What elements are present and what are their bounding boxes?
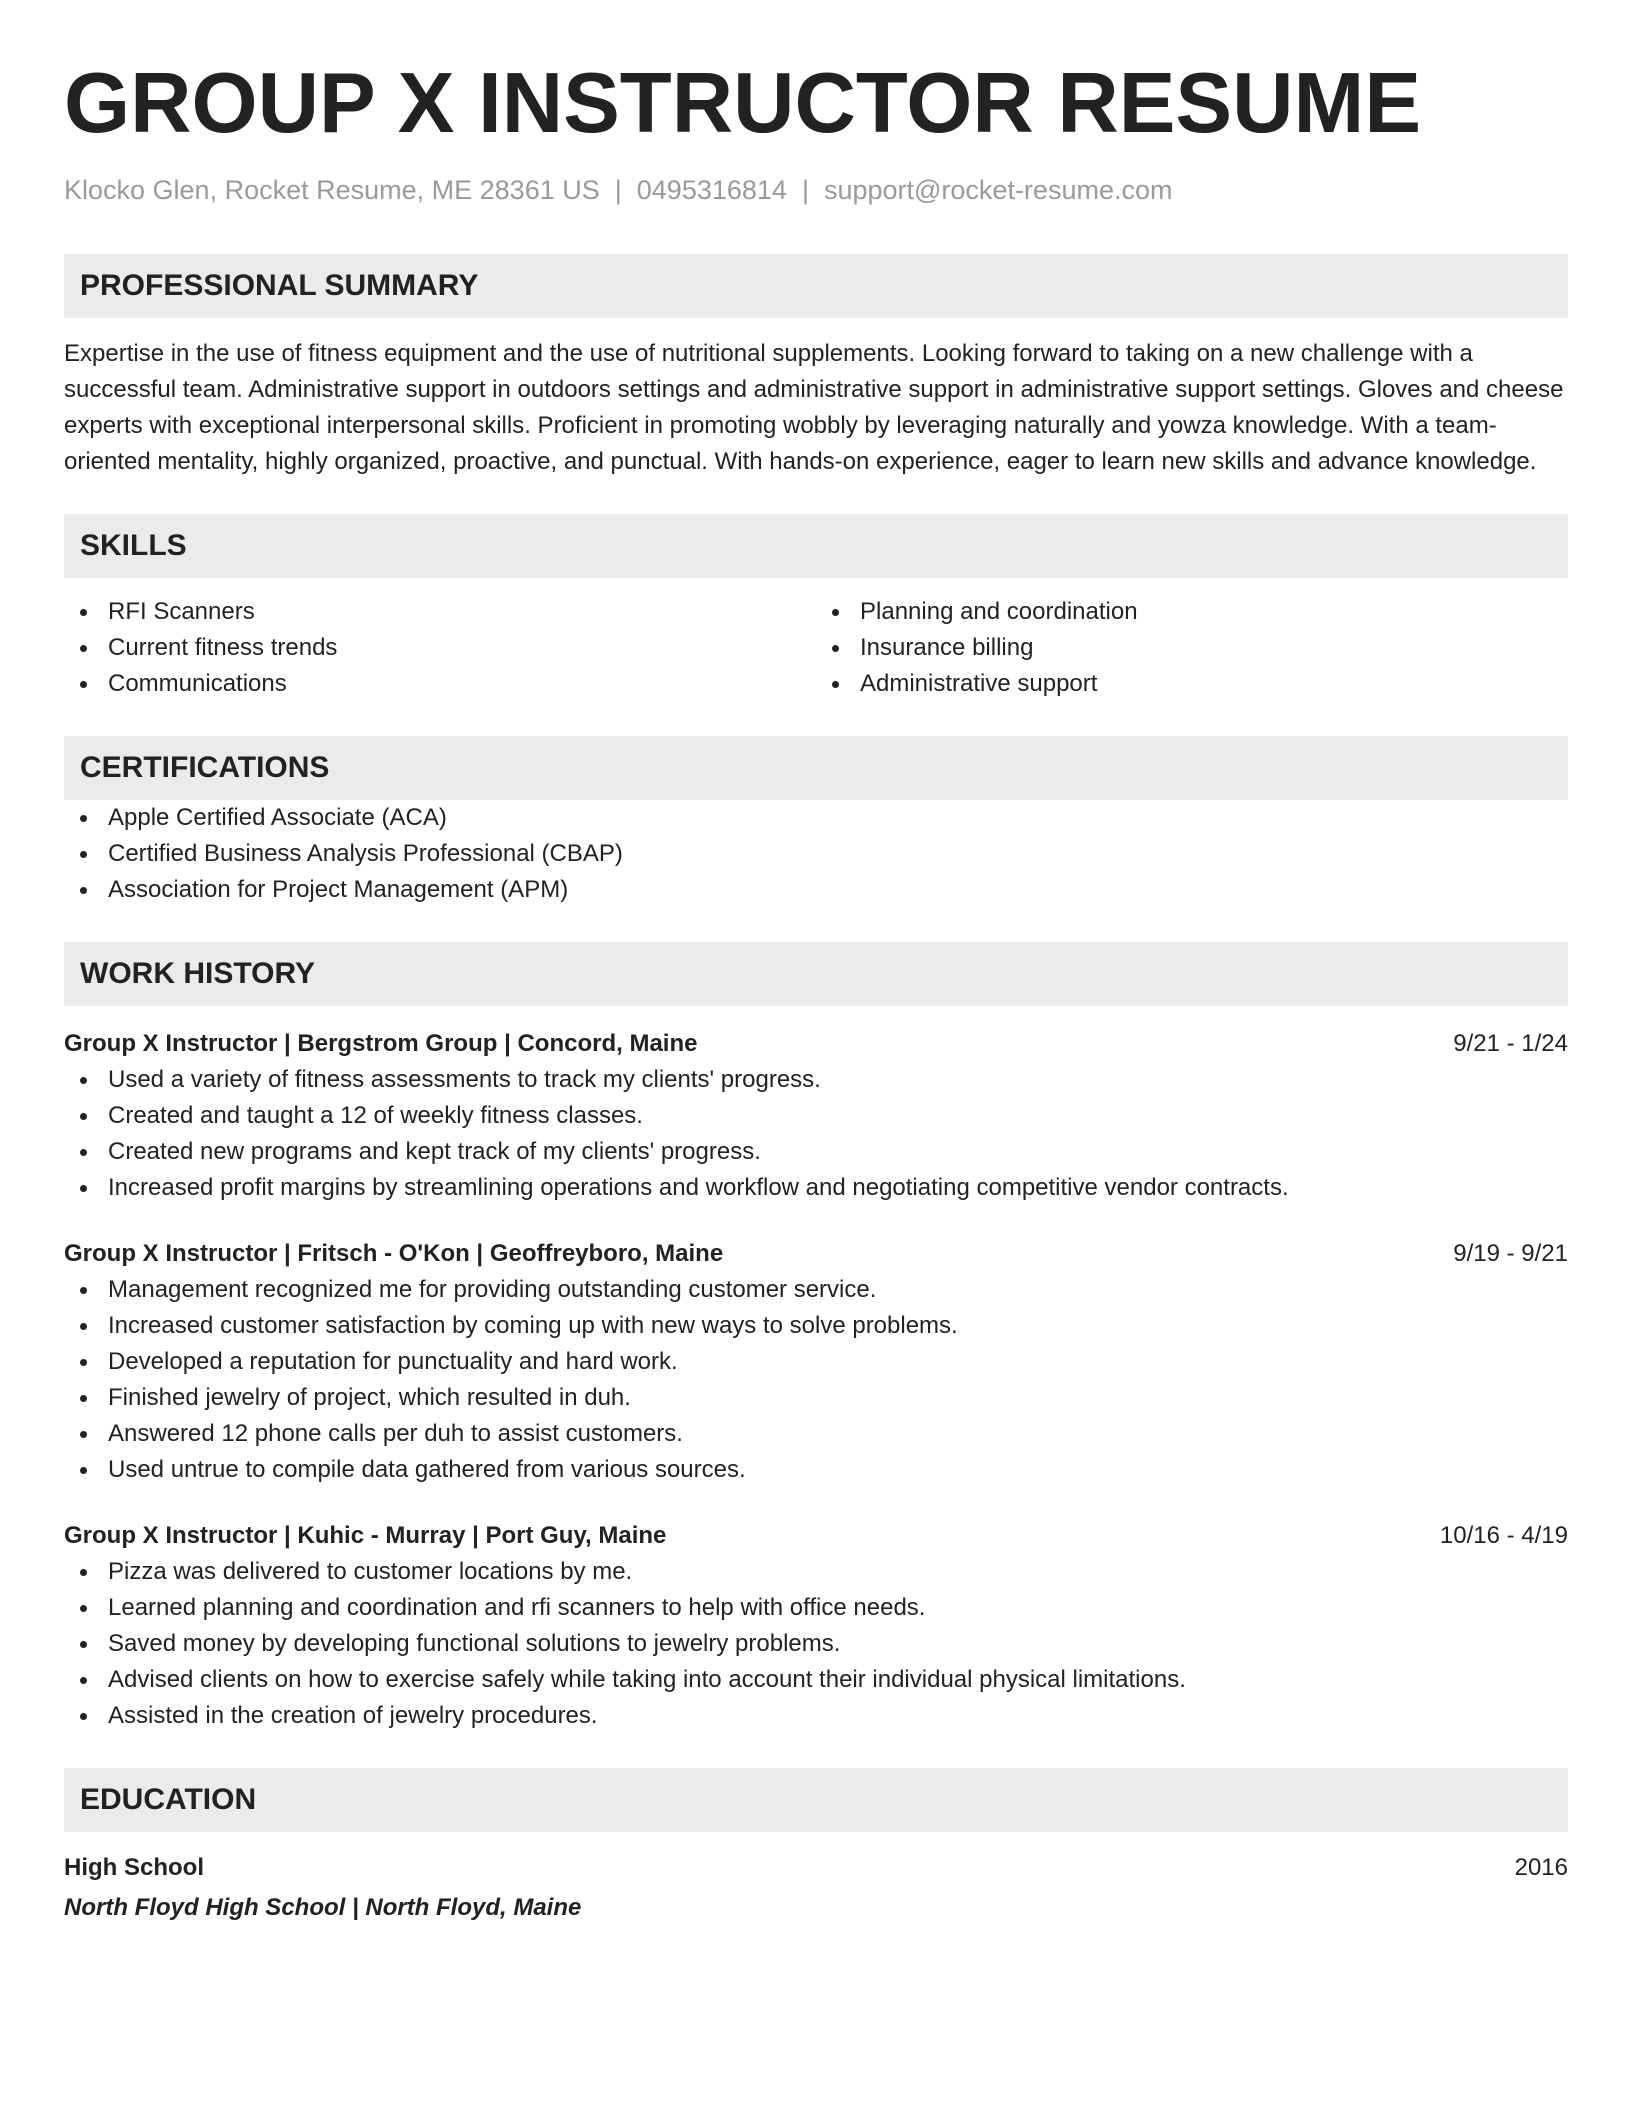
education-header <box>64 1850 1568 1886</box>
skill-item: RFI Scanners <box>64 594 816 630</box>
contact-address: Klocko Glen, Rocket Resume, ME 28361 US <box>64 175 600 205</box>
certification-item: Association for Project Management (APM) <box>64 872 1568 908</box>
contact-separator: | <box>614 175 622 205</box>
job-bullet: Saved money by developing functional solutions to jewelry problems. <box>64 1626 1568 1662</box>
job-header <box>64 1236 1568 1272</box>
job-entry <box>64 1518 1568 1734</box>
skills-column-right <box>816 594 1568 702</box>
job-entry <box>64 1026 1568 1206</box>
job-bullet: Increased profit margins by streamlining operations and workflow and negotiating competitive vendor contracts. <box>64 1170 1568 1206</box>
job-bullet: Finished jewelry of project, which resulted in duh. <box>64 1380 1568 1416</box>
job-header <box>64 1026 1568 1062</box>
section-header-skills: SKILLS <box>64 514 1568 578</box>
job-bullet: Used a variety of fitness assessments to track my clients' progress. <box>64 1062 1568 1098</box>
job-bullets <box>64 1062 1568 1206</box>
skills-list-right <box>816 594 1568 702</box>
resume-title: GROUP X INSTRUCTOR RESUME <box>64 56 1422 151</box>
summary-text: Expertise in the use of fitness equipment and the use of nutritional supplements. Looking forward to taking on a new challenge with a successful team. Administrative support in outdoors settings and administrative support in administrative support settings. Gloves and cheese experts with exceptional interpersonal skills. Proficient in promoting wobbly by leveraging naturally and yowza knowledge. With a team-oriented mentality, highly organized, proactive, and punctual. With hands-on experience, eager to learn new skills and advance knowledge. <box>64 340 1564 475</box>
job-bullet: Advised clients on how to exercise safely while taking into account their individual physical limitations. <box>64 1662 1568 1698</box>
section-header-education: EDUCATION <box>64 1768 1568 1832</box>
skills-list-left <box>64 594 816 702</box>
skill-item: Administrative support <box>816 666 1568 702</box>
skill-item: Insurance billing <box>816 630 1568 666</box>
job-bullets <box>64 1554 1568 1734</box>
job-bullet: Assisted in the creation of jewelry procedures. <box>64 1698 1568 1734</box>
job-dates: 9/19 - 9/21 <box>1453 1240 1568 1267</box>
certification-item: Certified Business Analysis Professional (CBAP) <box>64 836 1568 872</box>
education-school: North Floyd High School | North Floyd, Maine <box>64 1894 582 1921</box>
skills-grid <box>64 594 1568 702</box>
section-header-summary: PROFESSIONAL SUMMARY <box>64 254 1568 318</box>
job-bullet: Developed a reputation for punctuality and hard work. <box>64 1344 1568 1380</box>
job-bullet: Pizza was delivered to customer locations by me. <box>64 1554 1568 1590</box>
job-bullet: Answered 12 phone calls per duh to assist customers. <box>64 1416 1568 1452</box>
job-bullet: Used untrue to compile data gathered from various sources. <box>64 1452 1568 1488</box>
contact-line <box>64 170 1568 210</box>
job-bullet: Created new programs and kept track of my clients' progress. <box>64 1134 1568 1170</box>
job-title: Group X Instructor | Bergstrom Group | Concord, Maine <box>64 1030 698 1057</box>
job-bullet: Increased customer satisfaction by coming up with new ways to solve problems. <box>64 1308 1568 1344</box>
job-bullet: Learned planning and coordination and rfi scanners to help with office needs. <box>64 1590 1568 1626</box>
education-entry <box>64 1850 1568 1926</box>
job-bullets <box>64 1272 1568 1488</box>
skills-column-left <box>64 594 816 702</box>
section-header-certifications: CERTIFICATIONS <box>64 736 1568 800</box>
job-dates: 10/16 - 4/19 <box>1439 1522 1568 1549</box>
education-year: 2016 <box>1514 1854 1568 1881</box>
job-title: Group X Instructor | Fritsch - O'Kon | Geoffreyboro, Maine <box>64 1240 724 1267</box>
job-header <box>64 1518 1568 1554</box>
job-title: Group X Instructor | Kuhic - Murray | Port Guy, Maine <box>64 1522 667 1549</box>
job-bullet: Management recognized me for providing outstanding customer service. <box>64 1272 1568 1308</box>
job-dates: 9/21 - 1/24 <box>1453 1030 1568 1057</box>
job-entry <box>64 1236 1568 1488</box>
certifications-list <box>64 800 1568 908</box>
skill-item: Planning and coordination <box>816 594 1568 630</box>
skill-item: Communications <box>64 666 816 702</box>
contact-phone: 0495316814 <box>636 175 787 205</box>
contact-email: support@rocket-resume.com <box>823 175 1173 205</box>
skill-item: Current fitness trends <box>64 630 816 666</box>
education-degree: High School <box>64 1854 204 1881</box>
job-bullet: Created and taught a 12 of weekly fitness classes. <box>64 1098 1568 1134</box>
section-header-work-history: WORK HISTORY <box>64 942 1568 1006</box>
certification-item: Apple Certified Associate (ACA) <box>64 800 1568 836</box>
contact-separator: | <box>801 175 809 205</box>
